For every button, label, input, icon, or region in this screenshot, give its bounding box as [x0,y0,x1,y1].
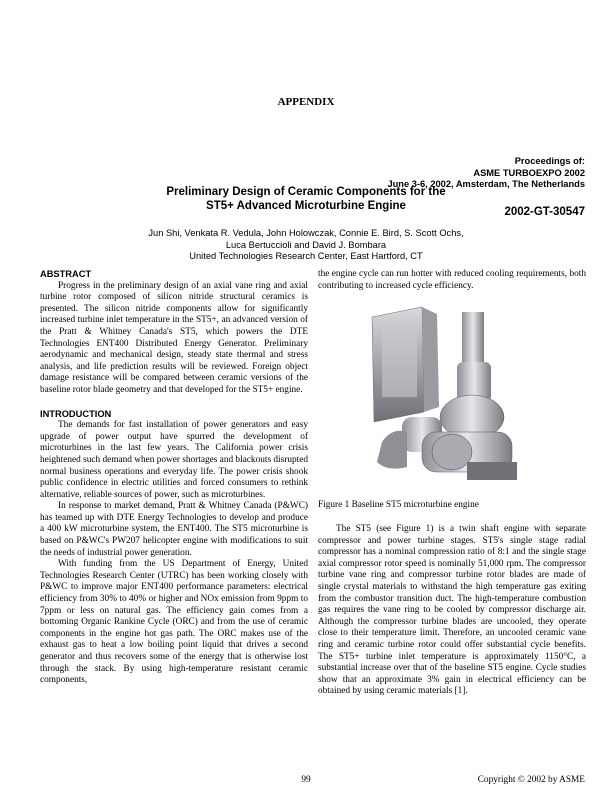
paper-id: 2002-GT-30547 [504,206,585,218]
author-line: Luca Bertuccioli and David J. Bombara [225,239,387,250]
title-line: Preliminary Design of Ceramic Components for the [166,186,446,198]
right-column-top [318,269,586,292]
title-line: ST5+ Advanced Microturbine Engine [206,200,406,212]
page-number: 99 [301,775,311,785]
authors [0,228,612,263]
right-column-bottom [318,524,586,698]
proceedings-line: June 3-6, 2002, Amsterdam, The Netherlands [387,179,585,189]
paragraph: The ST5 (see Figure 1) is a twin shaft engine with separate compressor and power turbine stages. ST5's single stage radial compressor has a nominal compression ratio of 8:1 and the single stage axial compressor rotor speed is nominally 51,000 rpm. The compressor turbine vane ring and compressor turbine rotor blades are made of single crystal materials to withstand the high temperature gas exiting from the combustor transition duct. The high-temperature combustion gas requires the vane ring to be cooled by compressor discharge air. Although the compressor turbine blades are uncooled, they operate close to their temperature limit. Therefore, an uncooled ceramic vane ring and ceramic turbine rotor could offer substantial cycle benefits. The ST5+ turbine inlet temperature is approximately 1150°C, a substantial increase over that of the baseline ST5 engine. Cycle studies show that an approximate 3% gain in electrical efficiency can be obtained by using ceramic materials [1]. [318,524,586,697]
introduction-heading: INTRODUCTION [40,408,112,419]
engine-figure [362,302,532,492]
abstract-heading: ABSTRACT [40,269,92,279]
affiliation: United Technologies Research Center, East Hartford, CT [189,251,423,261]
abstract-text: Progress in the preliminary design of an axial vane ring and axial turbine rotor composed of silicon nitride structural ceramics is presented. The silicon nitride components allow for significantly increased turbine inlet temperature in the ST5+, an advanced version of the Pratt & Whitney Canada's ST5, which powers the DTE Technologies ENT400 Distributed Energy Generator. Preliminary aerodynamic and mechanical design, steady state thermal and stress analysis, and life prediction results will be reviewed. Foreign object damage resistance will be compared between ceramic versions of the baseline rotor blade geometry and that developed for the ST5+ engine. [40,280,308,395]
copyright: Copyright © 2002 by ASME [477,775,585,785]
appendix-heading: APPENDIX [277,96,335,108]
paragraph-continuation: the engine cycle can run hotter with reduced cooling requirements, both contributing to increased cycle efficiency. [318,269,586,291]
microturbine-engine-illustration [362,302,532,492]
paragraph: The demands for fast installation of power generators and easy upgrade of power output have spurred the development of microturbines in the last few years. The California power crisis heightened such demand when power shortages and blackouts disrupted normal business operations and everyday life. The power crisis shook public confidence in electric utilities and forced consumers to rethink alternative, reliable sources of power, such as microturbines. [40,420,308,500]
paragraph: With funding from the US Department of Energy, United Technologies Research Center (UTRC) has been working closely with P&WC to improve major ENT400 performance parameters: electrical efficiency from 30% to 40% or higher and NOx emission from 9ppm to 7ppm or less on natural gas. The efficiency gain comes from a bottoming Organic Rankine Cycle (ORC) and from the use of ceramic components in the engine hot gas path. The ORC makes use of the exhaust gas to heat a low boiling point liquid that drives a second generator and thus recovers some of the energy that is otherwise lost through the stack. By using high-temperature resistant ceramic components, [40,559,308,686]
figure-caption: Figure 1 Baseline ST5 microturbine engine [318,500,479,510]
author-line: Jun Shi, Venkata R. Vedula, John Holowczak, Connie E. Bird, S. Scott Ochs, [148,228,464,238]
paragraph: In response to market demand, Pratt & Whitney Canada (P&WC) has teamed up with DTE Energy Technologies to develop and produce a 400 kW microturbine system, the ENT400. The ST5 microturbine is based on P&WC's PW207 helicopter engine with modifications to suit the needs of industrial power generation. [40,501,308,558]
proceedings-line: ASME TURBOEXPO 2002 [473,167,585,178]
left-column [40,269,308,687]
proceedings-line: Proceedings of: [514,156,585,166]
